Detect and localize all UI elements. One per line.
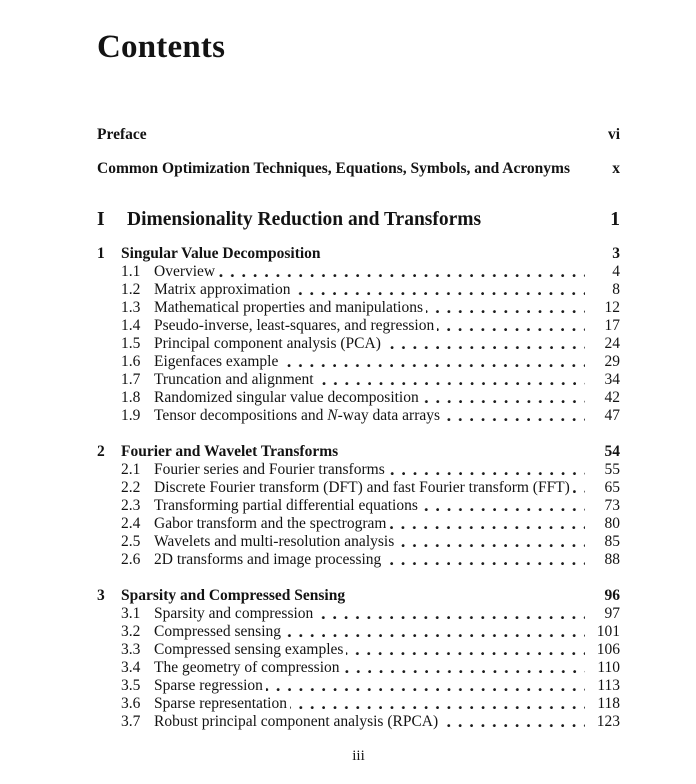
dot-leader — [384, 335, 585, 353]
section-page-number: 85 — [604, 533, 620, 550]
section-title: Sparsity and compression — [154, 605, 314, 622]
spacer — [147, 126, 590, 144]
dot-leader — [573, 479, 585, 497]
section-number: 1.6 — [121, 353, 141, 370]
dot-leader — [290, 695, 585, 713]
section-title: Overview — [154, 263, 216, 280]
chapter-title: Sparsity and Compressed Sensing — [121, 587, 346, 604]
section-row — [97, 605, 620, 623]
section-row — [97, 317, 620, 335]
section-number: 1.9 — [121, 407, 141, 424]
page-title: Contents — [97, 29, 226, 65]
part-page-number: 1 — [610, 209, 620, 230]
section-page-number: 65 — [604, 479, 620, 496]
section-title: Randomized singular value decomposition — [154, 389, 419, 406]
chapter-title: Fourier and Wavelet Transforms — [121, 443, 339, 460]
dot-leader — [284, 623, 585, 641]
section-title: Transforming partial differential equations — [154, 497, 418, 514]
dot-leader — [266, 677, 585, 695]
section-number: 1.4 — [121, 317, 141, 334]
section-title: 2D transforms and image processing — [154, 551, 382, 568]
spacer — [345, 587, 590, 605]
section-number: 3.2 — [121, 623, 141, 640]
chapter-row — [97, 245, 620, 263]
spacer — [481, 208, 590, 232]
section-row — [97, 695, 620, 713]
section-row — [97, 659, 620, 677]
section-title: Truncation and alignment — [154, 371, 314, 388]
dot-leader — [317, 371, 585, 389]
chapter-entries — [97, 245, 620, 731]
spacer — [321, 245, 590, 263]
dot-leader — [346, 641, 585, 659]
section-number: 3.7 — [121, 713, 141, 730]
section-row — [97, 371, 620, 389]
entry-page-number: vi — [607, 126, 620, 143]
dot-leader — [421, 497, 585, 515]
section-page-number: 80 — [604, 515, 620, 532]
toc-entry-preface — [97, 126, 620, 144]
section-number: 3.6 — [121, 695, 141, 712]
section-row — [97, 389, 620, 407]
section-page-number: 4 — [612, 263, 620, 280]
section-row — [97, 677, 620, 695]
content-column — [97, 28, 620, 765]
section-title: Compressed sensing — [154, 623, 282, 640]
section-row — [97, 461, 620, 479]
section-number: 1.7 — [121, 371, 141, 388]
section-title: The geometry of compression — [154, 659, 340, 676]
section-row — [97, 263, 620, 281]
section-number: 3.5 — [121, 677, 141, 694]
page-folio: iii — [352, 748, 365, 764]
section-page-number: 24 — [604, 335, 620, 352]
section-page-number: 34 — [604, 371, 620, 388]
chapter-row — [97, 587, 620, 605]
section-row — [97, 497, 620, 515]
section-page-number: 17 — [604, 317, 620, 334]
section-title: Gabor transform and the spectrogram — [154, 515, 387, 532]
dot-leader — [218, 263, 585, 281]
chapter-page-number: 3 — [612, 245, 620, 262]
section-row — [97, 641, 620, 659]
section-title: Sparse regression — [154, 677, 263, 694]
section-title: Matrix approximation — [154, 281, 291, 298]
section-number: 1.1 — [121, 263, 141, 280]
dot-leader — [443, 407, 585, 425]
chapter-block — [97, 443, 620, 569]
chapter-title: Singular Value Decomposition — [121, 245, 321, 262]
dot-leader — [293, 281, 585, 299]
section-title: Discrete Fourier transform (DFT) and fast Fourier transform (FFT) — [154, 479, 570, 496]
entry-title: Common Optimization Techniques, Equations, Symbols, and Acronyms — [97, 160, 570, 177]
section-page-number: 12 — [604, 299, 620, 316]
toc-part-row — [97, 208, 620, 232]
section-title: Principal component analysis (PCA) — [154, 335, 381, 352]
section-title: Mathematical properties and manipulations — [154, 299, 424, 316]
chapter-number: 3 — [97, 587, 105, 604]
section-page-number: 97 — [604, 605, 620, 622]
section-row — [97, 713, 620, 731]
dot-leader — [397, 533, 585, 551]
spacer — [570, 160, 590, 178]
section-number: 2.2 — [121, 479, 141, 496]
section-number: 2.6 — [121, 551, 141, 568]
section-number: 2.4 — [121, 515, 141, 532]
section-title: Fourier series and Fourier transforms — [154, 461, 385, 478]
section-row — [97, 353, 620, 371]
section-title: Robust principal component analysis (RPCA) — [154, 713, 439, 730]
section-row — [97, 407, 620, 425]
part-title: Dimensionality Reduction and Transforms — [127, 209, 482, 230]
chapter-number: 2 — [97, 443, 105, 460]
frontmatter-entries — [97, 126, 620, 178]
section-row — [97, 551, 620, 569]
section-page-number: 101 — [596, 623, 620, 640]
section-row — [97, 479, 620, 497]
section-number: 1.5 — [121, 335, 141, 352]
chapter-block — [97, 587, 620, 731]
section-row — [97, 515, 620, 533]
part-number: I — [97, 209, 105, 230]
section-title: Sparse representation — [154, 695, 287, 712]
dot-leader — [441, 713, 585, 731]
chapter-page-number: 96 — [604, 587, 620, 604]
section-page-number: 42 — [604, 389, 620, 406]
section-page-number: 118 — [597, 695, 620, 712]
section-number: 1.8 — [121, 389, 141, 406]
section-page-number: 55 — [604, 461, 620, 478]
chapter-number: 1 — [97, 245, 105, 262]
section-title: Eigenfaces example — [154, 353, 279, 370]
dot-leader — [437, 317, 585, 335]
section-title: Wavelets and multi-resolution analysis — [154, 533, 395, 550]
section-title: Compressed sensing examples — [154, 641, 344, 658]
section-row — [97, 299, 620, 317]
section-page-number: 29 — [604, 353, 620, 370]
section-number: 1.3 — [121, 299, 141, 316]
section-number: 2.3 — [121, 497, 141, 514]
section-row — [97, 623, 620, 641]
chapter-row — [97, 443, 620, 461]
section-number: 3.3 — [121, 641, 141, 658]
dot-leader — [343, 659, 585, 677]
section-title: Pseudo-inverse, least-squares, and regression — [154, 317, 435, 334]
section-page-number: 123 — [596, 713, 620, 730]
section-page-number: 110 — [597, 659, 620, 676]
section-number: 1.2 — [121, 281, 141, 298]
section-number: 2.1 — [121, 461, 141, 478]
section-page-number: 106 — [596, 641, 620, 658]
dot-leader — [316, 605, 585, 623]
section-number: 2.5 — [121, 533, 141, 550]
dot-leader — [422, 389, 585, 407]
section-row — [97, 281, 620, 299]
dot-leader — [384, 551, 585, 569]
section-row — [97, 533, 620, 551]
spacer — [338, 443, 590, 461]
section-page-number: 47 — [604, 407, 620, 424]
section-page-number: 88 — [604, 551, 620, 568]
entry-title: Preface — [97, 126, 147, 143]
entry-page-number: x — [612, 160, 620, 177]
section-page-number: 113 — [597, 677, 620, 694]
section-row — [97, 335, 620, 353]
dot-leader — [388, 461, 585, 479]
chapter-block — [97, 245, 620, 425]
section-title: Tensor decompositions and N-way data arrays — [154, 407, 441, 424]
chapter-page-number: 54 — [604, 443, 620, 460]
dot-leader — [389, 515, 585, 533]
section-page-number: 8 — [612, 281, 620, 298]
toc-entry-acronyms — [97, 160, 620, 178]
section-number: 3.4 — [121, 659, 141, 676]
dot-leader — [281, 353, 585, 371]
section-page-number: 73 — [604, 497, 620, 514]
section-number: 3.1 — [121, 605, 141, 622]
dot-leader — [426, 299, 585, 317]
